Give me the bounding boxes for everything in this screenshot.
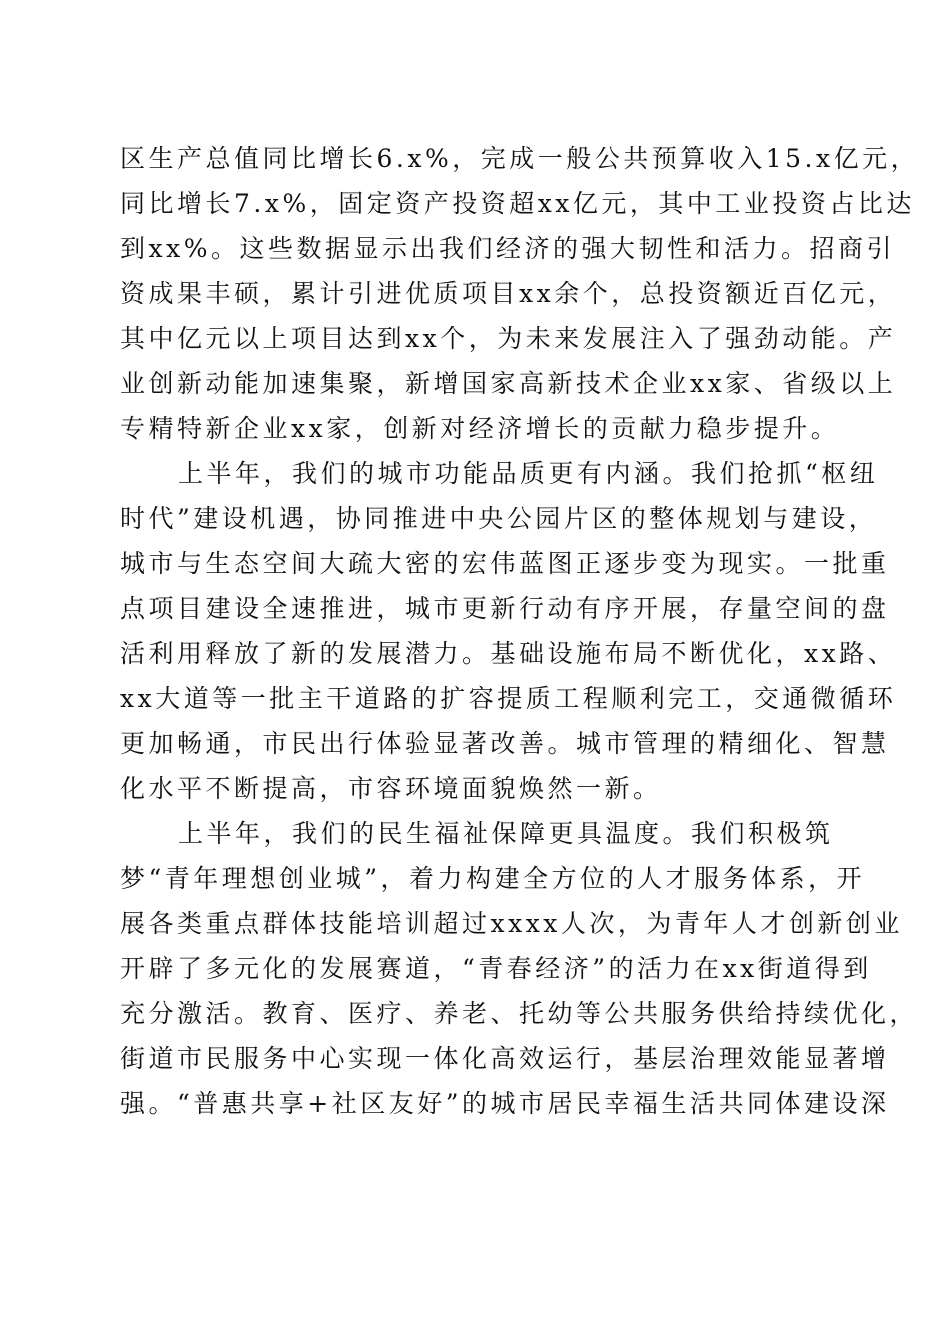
text-line: 开辟了多元化的发展赛道，“青春经济”的活力在xx街道得到 (120, 954, 872, 983)
text-line: 业创新动能加速集聚，新增国家高新技术企业xx家、省级以上 (120, 369, 897, 398)
text-line: 展各类重点群体技能培训超过xxxx人次，为青年人才创新创业 (120, 909, 903, 938)
paragraph-start-line: 上半年，我们的城市功能品质更有内涵。我们抢抓“枢纽 (178, 459, 879, 488)
text-line: 时代”建设机遇，协同推进中央公园片区的整体规划与建设， (120, 504, 878, 533)
text-line: 更加畅通，市民出行体验显著改善。城市管理的精细化、智慧 (120, 729, 890, 758)
text-line: 化水平不断提高，市容环境面貌焕然一新。 (120, 774, 662, 803)
text-line: 城市与生态空间大疏大密的宏伟蓝图正逐步变为现实。一批重 (120, 549, 890, 578)
text-line: 点项目建设全速推进，城市更新行动有序开展，存量空间的盘 (120, 594, 890, 623)
text-line: 强。“普惠共享+社区友好”的城市居民幸福生活共同体建设深 (120, 1089, 890, 1118)
text-line: 其中亿元以上项目达到xx个，为未来发展注入了强劲动能。产 (120, 324, 897, 353)
body-text (120, 136, 920, 1126)
text-line: 充分激活。教育、医疗、养老、托幼等公共服务供给持续优化， (120, 999, 919, 1028)
paragraph-start-line: 上半年，我们的民生福祉保障更具温度。我们积极筑 (178, 819, 834, 848)
text-line: 同比增长7.x%，固定资产投资超xx亿元，其中工业投资占比达 (120, 189, 915, 218)
text-line: 到xx%。这些数据显示出我们经济的强大韧性和活力。招商引 (120, 234, 895, 263)
text-line: 活利用释放了新的发展潜力。基础设施布局不断优化，xx路、 (120, 639, 897, 668)
text-line: 街道市民服务中心实现一体化高效运行，基层治理效能显著增 (120, 1044, 890, 1073)
text-line: 专精特新企业xx家，创新对经济增长的贡献力稳步提升。 (120, 414, 840, 443)
text-line: 梦“青年理想创业城”，着力构建全方位的人才服务体系，开 (120, 864, 866, 893)
text-line: xx大道等一批主干道路的扩容提质工程顺利完工，交通微循环 (120, 684, 897, 713)
text-line: 资成果丰硕，累计引进优质项目xx余个，总投资额近百亿元， (120, 279, 897, 308)
text-line: 区生产总值同比增长6.x%，完成一般公共预算收入15.x亿元， (120, 144, 920, 173)
